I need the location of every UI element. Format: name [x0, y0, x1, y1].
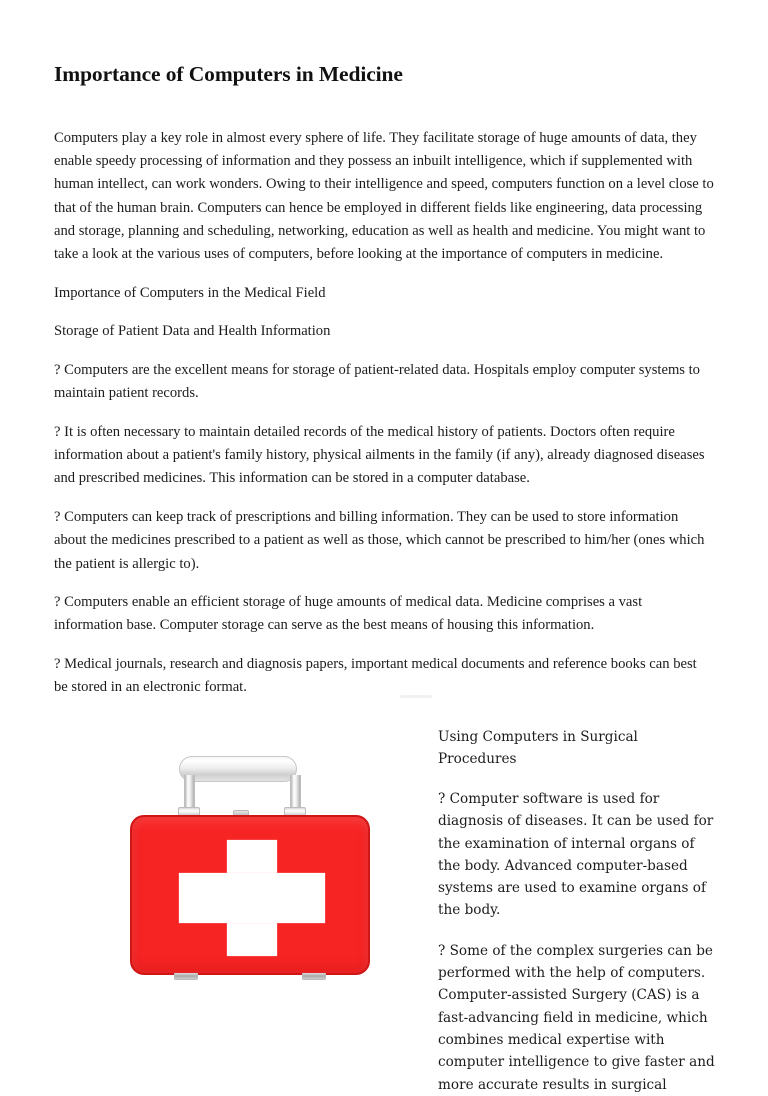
section-heading-medical-field: Importance of Computers in the Medical Field: [54, 284, 326, 301]
bullet-paragraph-medical-journals: ? Medical journals, research and diagnosis papers, important medical documents and reference books can best be stored in an electronic format.: [54, 656, 697, 696]
bullet-paragraph-computer-assisted-surgery: ? Some of the complex surgeries can be performed with the help of computers. Computer-assisted Surgery (CAS) is a fast-advancing field in medicine, which combines medical expertise with computer intelligence to give faster and more accurate results in surgical: [438, 942, 715, 1093]
bullet-paragraph-storage: ? Computers are the excellent means for storage of patient-related data. Hospitals employ computer systems to maintain patient records.: [54, 362, 700, 402]
right-text-column: [438, 726, 716, 1096]
medical-cross-icon-horizontal: [179, 873, 325, 923]
lower-section: [0, 690, 768, 1093]
kit-handle-post-left: [184, 775, 195, 811]
bullet-paragraph-efficient-storage: ? Computers enable an efficient storage of huge amounts of medical data. Medicine comprises a vast information base. Computer storage can serve as the best means of housing this information.: [54, 594, 643, 634]
kit-case-body: [130, 815, 370, 975]
document-content: [54, 0, 714, 700]
bullet-paragraph-prescriptions: ? Computers can keep track of prescriptions and billing information. They can be used to store information about the medicines prescribed to a patient as well as those, which cannot be prescribed to him/her (ones which the patient is allergic to).: [54, 509, 705, 572]
kit-handle-post-right: [290, 775, 301, 811]
kit-handle-icon: [179, 756, 297, 782]
section-heading-storage-patient-data: Storage of Patient Data and Health Information: [54, 323, 331, 340]
paragraph-intro: Computers play a key role in almost every sphere of life. They facilitate storage of huge amounts of data, they enable speedy processing of information and they possess an inbuilt intelligence, which if supplemented with human intellect, can work wonders. Owing to their intelligence and speed, computers function on a level close to that of the human brain. Computers can hence be employed in different fields like engineering, data processing and storage, planning and scheduling, networking, education as well as health and medicine. You might want to take a look at the various uses of computers, before looking at the importance of computers in medicine.: [54, 130, 714, 263]
figure-first-aid-kit: [54, 720, 424, 1020]
kit-foot-left: [174, 973, 198, 980]
kit-foot-right: [302, 973, 326, 980]
bullet-paragraph-medical-history: ? It is often necessary to maintain detailed records of the medical history of patients. Doctors often require information about a patient's family history, physical ailments in the family (if any), already diagnosed diseases and prescribed medicines. This information can be stored in a computer database.: [54, 424, 705, 487]
section-heading-surgical-procedures: Using Computers in Surgical Procedures: [438, 729, 638, 767]
bullet-paragraph-diagnosis-software: ? Computer software is used for diagnosis of diseases. It can be used for the examination of internal organs of the body. Advanced computer-based systems are used to examine organs of the body.: [438, 791, 714, 919]
page-title: Importance of Computers in Medicine: [54, 62, 403, 86]
first-aid-kit-icon: [130, 730, 370, 985]
